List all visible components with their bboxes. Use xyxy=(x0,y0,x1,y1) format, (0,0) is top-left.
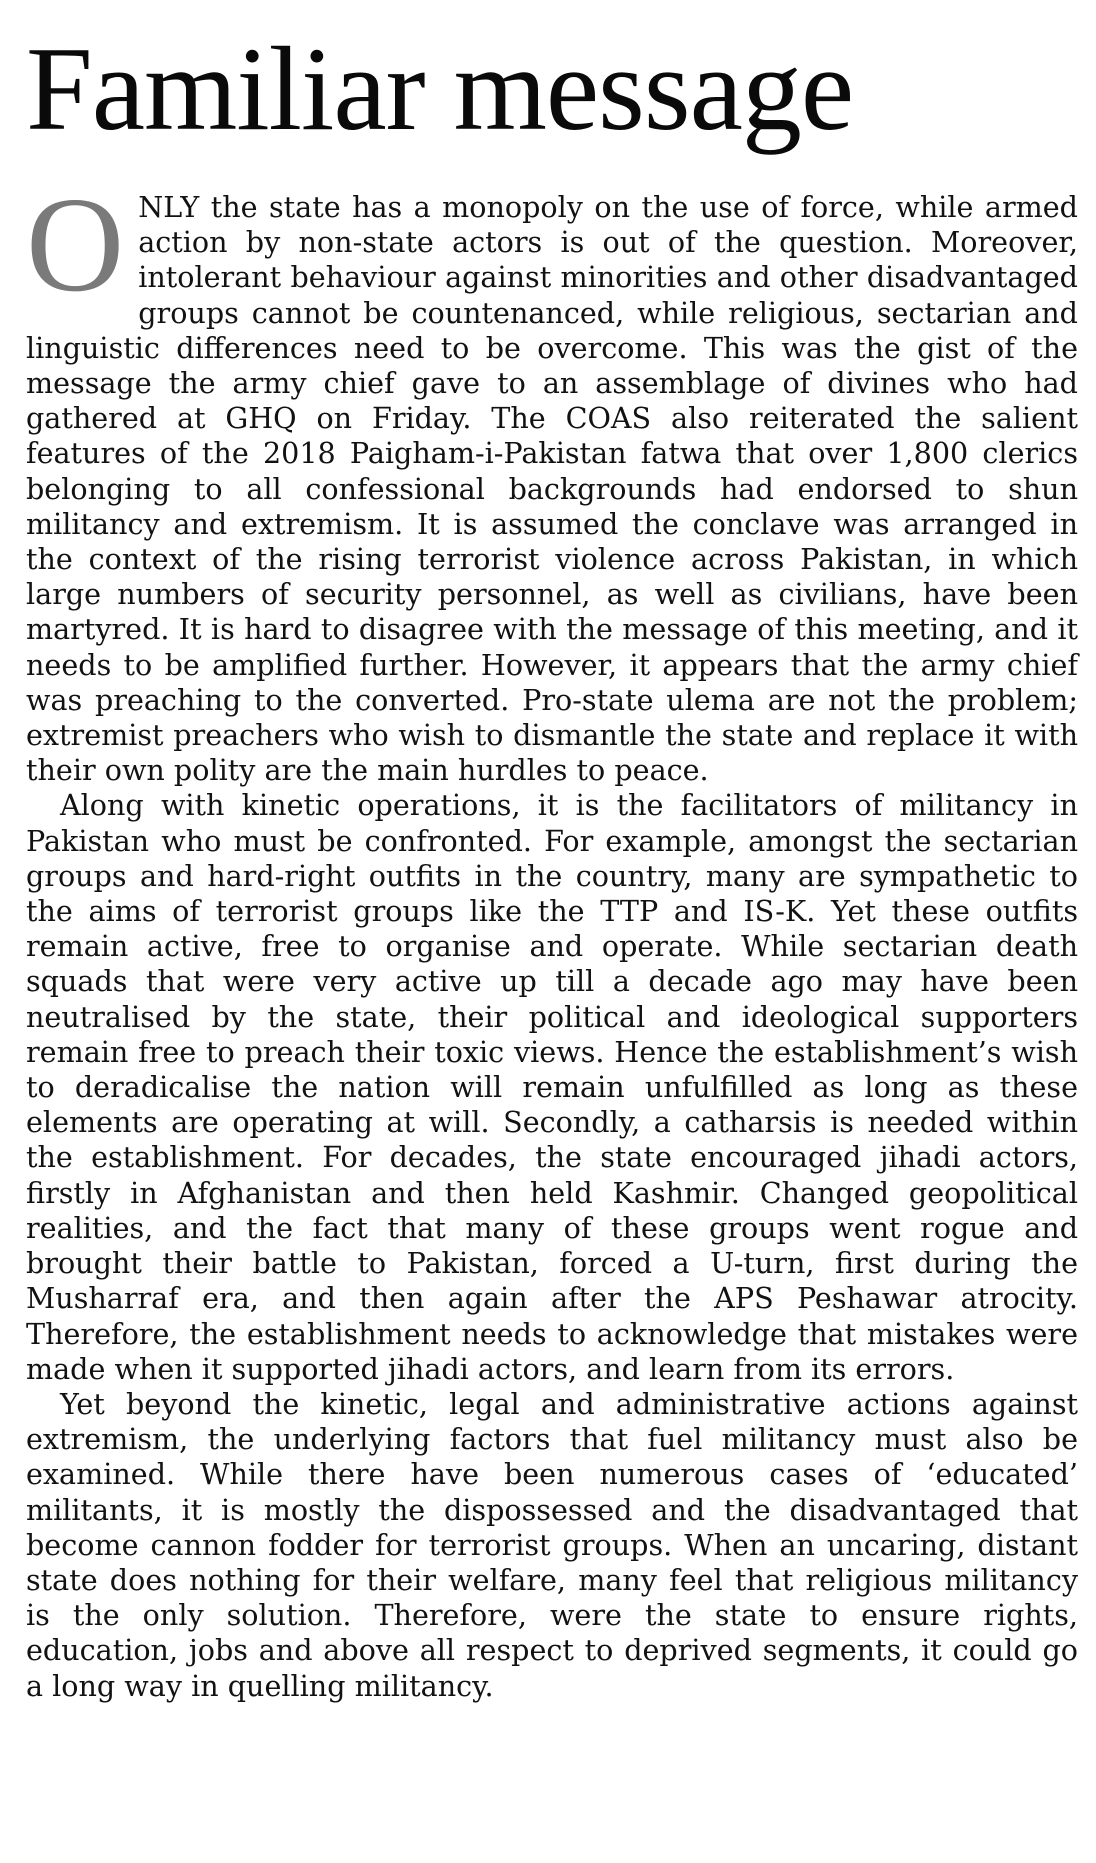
paragraph-2: Along with kinetic operations, it is the facilitators of militancy in Pakistan who must be confronted. For example, amongst the sectarian groups and hard-right outfits in the country, many are sympathetic to the aims of terrorist groups like the TTP and IS-K. Yet these outfits remain active, free to organise and operate. While sectarian death squads that were very active up till a decade ago may have been neutralised by the state, their political and ideological supporters remain free to preach their toxic views. Hence the establishment’s wish to deradicalise the nation will remain unfulfilled as long as these elements are operating at will. Secondly, a catharsis is needed within the establishment. For decades, the state encouraged jihadi actors, firstly in Afghanistan and then held Kashmir. Changed geopolitical realities, and the fact that many of these groups went rogue and brought their battle to Pakistan, forced a U-turn, first during the Musharraf era, and then again after the APS Peshawar atrocity. Therefore, the establishment needs to acknowledge that mistakes were made when it supported jihadi actors, and learn from its errors. xyxy=(26,788,1078,1386)
headline: Familiar message xyxy=(26,22,854,155)
article-body xyxy=(26,170,1078,1704)
editorial-article xyxy=(26,14,1078,1704)
paragraph-3: Yet beyond the kinetic, legal and administrative actions against extremism, the underlying factors that fuel militancy must also be examined. While there have been numerous cases of ‘educated’ militants, it is mostly the dispossessed and the disadvantaged that become cannon fodder for terrorist groups. When an uncaring, distant state does nothing for their welfare, many feel that religious militancy is the only solution. Therefore, were the state to ensure rights, education, jobs and above all respect to deprived segments, it could go a long way in quelling militancy. xyxy=(26,1386,1078,1703)
paragraph-1 xyxy=(26,170,1078,788)
drop-cap: O xyxy=(26,170,125,320)
paragraph-1-text: NLY the state has a monopoly on the use of force, while armed action by non-state actors is out of the question. Moreover, intolerant behaviour against minorities and other disadvantaged groups cannot be countenanced, while religious, sectarian and linguistic differences need to be overcome. This was the gist of the message the army chief gave to an assemblage of divines who had gathered at GHQ on Friday. The COAS also reiterated the salient features of the 2018 Paigham-i-Pakistan fatwa that over 1,800 clerics belonging to all confessional backgrounds had endorsed to shun militancy and extremism. It is assumed the conclave was arranged in the context of the rising terrorist violence across Pakistan, in which large numbers of security personnel, as well as civilians, have been martyred. It is hard to disagree with the message of this meeting, and it needs to be amplified further. However, it appears that the army chief was preaching to the converted. Pro-state ulema are not the problem; extremist preachers who wish to dismantle the state and replace it with their own polity are the main hurdles to peace. xyxy=(26,190,1078,788)
